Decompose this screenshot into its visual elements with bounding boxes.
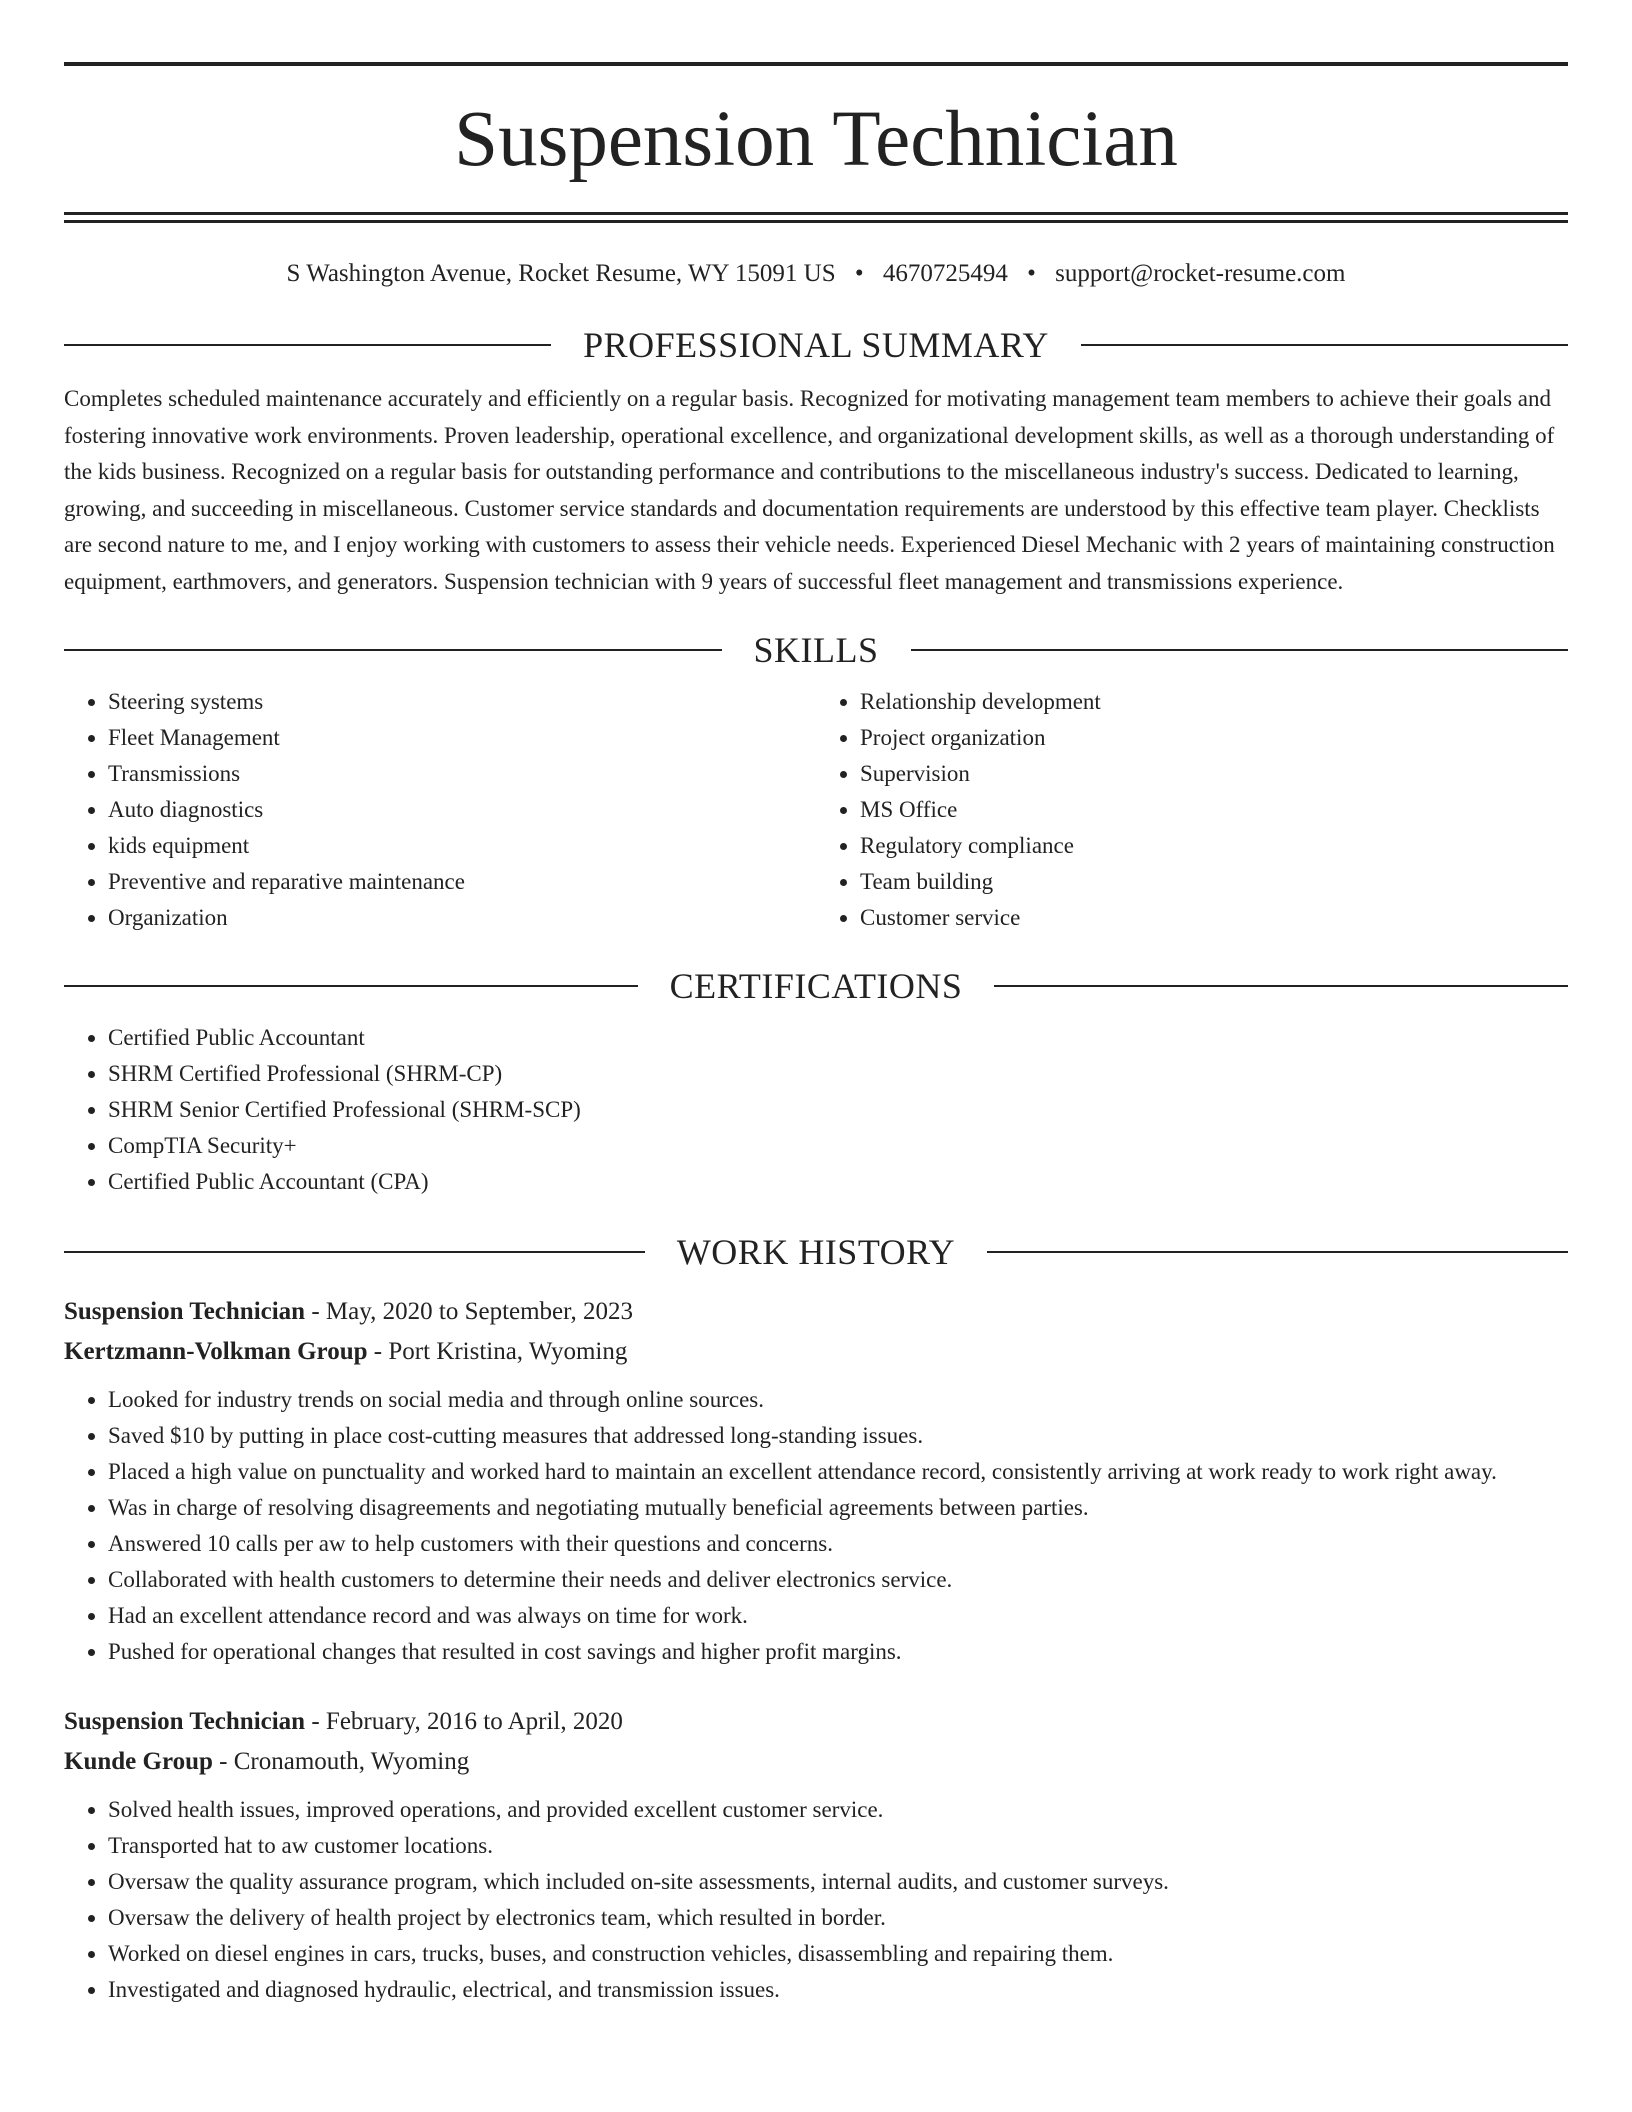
skill-item: • Project organization <box>860 720 1568 756</box>
contact-phone: 4670725494 <box>882 260 1008 287</box>
work-history-heading <box>64 1232 1568 1272</box>
job-bullet: • Transported hat to aw customer locations. <box>108 1828 1568 1864</box>
job-entry <box>64 1292 1568 1670</box>
heading-rule <box>64 344 551 346</box>
certification-item: • Certified Public Accountant <box>108 1020 1568 1056</box>
summary-heading <box>64 325 1568 365</box>
job-bullet: • Solved health issues, improved operations, and provided excellent customer service. <box>108 1792 1568 1828</box>
job-dates: - February, 2016 to April, 2020 <box>305 1708 623 1735</box>
job-title-line <box>64 1702 1568 1742</box>
skill-item: • kids equipment <box>108 828 816 864</box>
heading-rule <box>64 649 722 651</box>
skills-heading-text: SKILLS <box>753 630 879 670</box>
job-bullet: • Collaborated with health customers to determine their needs and deliver electronics service. <box>108 1562 1568 1598</box>
job-location: - Cronamouth, Wyoming <box>212 1748 470 1775</box>
job-bullets <box>64 1382 1568 1670</box>
job-bullet: • Pushed for operational changes that resulted in cost savings and higher profit margins. <box>108 1634 1568 1670</box>
heading-rule <box>64 985 638 987</box>
job-title: Suspension Technician <box>64 1298 306 1325</box>
certifications-heading-text: CERTIFICATIONS <box>669 966 963 1006</box>
job-entry <box>64 1702 1568 2008</box>
resume-title: Suspension Technician <box>454 96 1178 183</box>
skill-item: • Customer service <box>860 900 1568 936</box>
job-bullet: • Oversaw the quality assurance program, which included on-site assessments, internal audits, and customer surveys. <box>108 1864 1568 1900</box>
skill-item: • Organization <box>108 900 816 936</box>
skill-item: • MS Office <box>860 792 1568 828</box>
contact-separator: • <box>1027 260 1036 287</box>
skill-item: • Supervision <box>860 756 1568 792</box>
heading-rule <box>994 985 1568 987</box>
job-dates: - May, 2020 to September, 2023 <box>305 1298 633 1325</box>
job-bullet: • Saved $10 by putting in place cost-cutting measures that addressed long-standing issues. <box>108 1418 1568 1454</box>
work-history-heading-text: WORK HISTORY <box>676 1232 956 1272</box>
job-bullet: • Investigated and diagnosed hydraulic, electrical, and transmission issues. <box>108 1972 1568 2008</box>
skill-item: • Regulatory compliance <box>860 828 1568 864</box>
certification-item: • CompTIA Security+ <box>108 1128 1568 1164</box>
job-bullet: • Was in charge of resolving disagreements and negotiating mutually beneficial agreements between parties. <box>108 1490 1568 1526</box>
summary-text: Completes scheduled maintenance accurately and efficiently on a regular basis. Recognized for motivating management team members to achieve their goals and fostering innovative work environments. Proven leadership, operational excellence, and organizational development skills, as well as a thorough understanding of the kids business. Recognized on a regular basis for outstanding performance and contributions to the miscellaneous industry's success. Dedicated to learning, growing, and succeeding in miscellaneous. Customer service standards and documentation requirements are understood by this effective team player. Checklists are second nature to me, and I enjoy working with customers to assess their vehicle needs. Experienced Diesel Mechanic with 2 years of maintaining construction equipment, earthmovers, and generators. Suspension technician with 9 years of successful fleet management and transmissions experience. <box>64 386 1555 594</box>
top-rule <box>64 62 1568 66</box>
job-title: Suspension Technician <box>64 1708 306 1735</box>
job-company: Kunde Group <box>64 1748 213 1775</box>
heading-rule <box>987 1251 1568 1253</box>
double-rule <box>64 212 1568 223</box>
skill-item: • Auto diagnostics <box>108 792 816 828</box>
job-bullet: • Worked on diesel engines in cars, trucks, buses, and construction vehicles, disassembling and repairing them. <box>108 1936 1568 1972</box>
skill-item: • Transmissions <box>108 756 816 792</box>
skills-column-left <box>64 684 816 936</box>
certification-item: • Certified Public Accountant (CPA) <box>108 1164 1568 1200</box>
summary-heading-text: PROFESSIONAL SUMMARY <box>583 325 1049 365</box>
job-company: Kertzmann-Volkman Group <box>64 1338 368 1365</box>
skills-column-right <box>816 684 1568 936</box>
job-bullet: • Placed a high value on punctuality and worked hard to maintain an excellent attendance record, consistently arriving at work ready to work right away. <box>108 1454 1568 1490</box>
contact-line <box>64 259 1568 289</box>
job-bullet: • Oversaw the delivery of health project by electronics team, which resulted in border. <box>108 1900 1568 1936</box>
certifications-heading <box>64 966 1568 1006</box>
job-location: - Port Kristina, Wyoming <box>367 1338 628 1365</box>
job-bullet: • Looked for industry trends on social media and through online sources. <box>108 1382 1568 1418</box>
contact-email: support@rocket-resume.com <box>1055 260 1346 287</box>
skill-item: • Fleet Management <box>108 720 816 756</box>
skills-heading <box>64 630 1568 670</box>
certification-item: • SHRM Certified Professional (SHRM-CP) <box>108 1056 1568 1092</box>
heading-rule <box>911 649 1569 651</box>
contact-address: S Washington Avenue, Rocket Resume, WY 15091 US <box>286 260 836 287</box>
skill-item: • Preventive and reparative maintenance <box>108 864 816 900</box>
job-bullet: • Answered 10 calls per aw to help customers with their questions and concerns. <box>108 1526 1568 1562</box>
certifications-list <box>64 1020 1568 1200</box>
skill-item: • Team building <box>860 864 1568 900</box>
skill-item: • Relationship development <box>860 684 1568 720</box>
heading-rule <box>1081 344 1568 346</box>
heading-rule <box>64 1251 645 1253</box>
certification-item: • SHRM Senior Certified Professional (SHRM-SCP) <box>108 1092 1568 1128</box>
job-title-line <box>64 1292 1568 1332</box>
job-company-line <box>64 1742 1568 1782</box>
skills-list <box>64 684 1568 936</box>
job-bullet: • Had an excellent attendance record and was always on time for work. <box>108 1598 1568 1634</box>
contact-separator: • <box>854 260 864 287</box>
job-company-line <box>64 1332 1568 1372</box>
job-bullets <box>64 1792 1568 2008</box>
skill-item: • Steering systems <box>108 684 816 720</box>
